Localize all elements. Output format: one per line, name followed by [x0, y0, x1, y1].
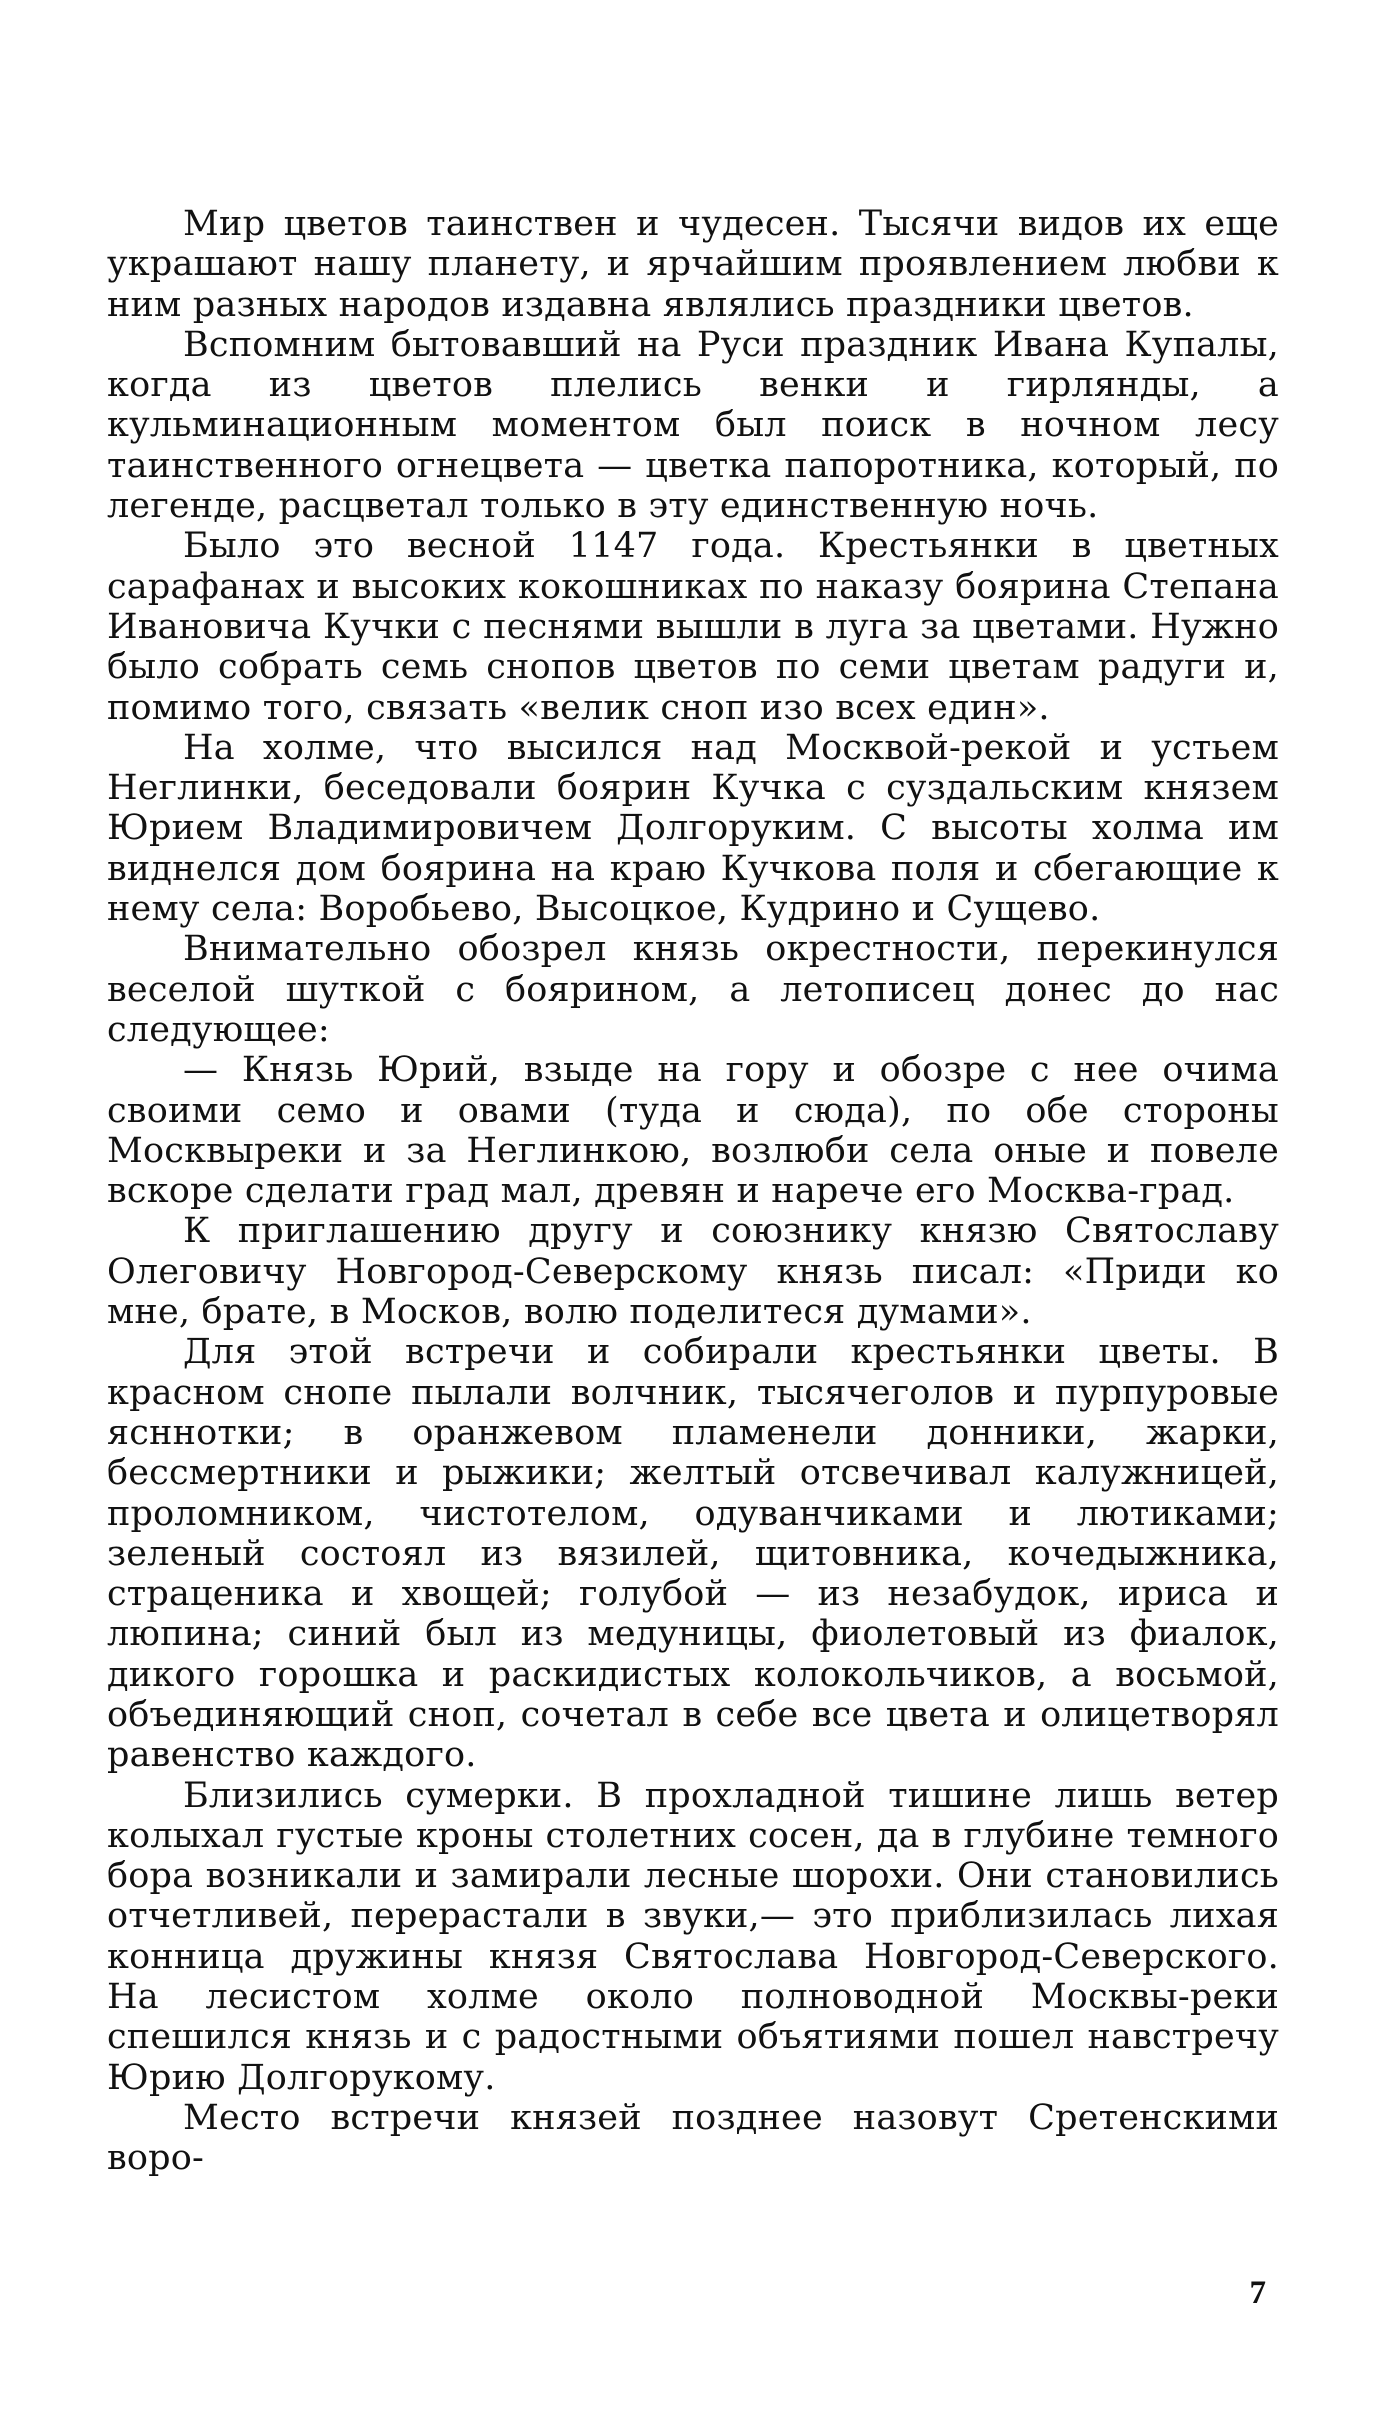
paragraph-7: К приглашению другу и союзнику князю Святославу Олеговичу Новгород-Северскому князь писал: «Приди ко мне, брате, в Москов, волю поделитеся думами». [107, 1211, 1279, 1333]
paragraph-3: Было это весной 1147 года. Крестьянки в цветных сарафанах и высоких кокошниках по наказу боярина Степана Ивановича Кучки с песнями вышли в луга за цветами. Нужно было собрать семь снопов цветов по семи цветам радуги и, помимо того, связать «велик сноп изо всех един». [107, 526, 1279, 728]
paragraph-2: Вспомним бытовавший на Руси праздник Ивана Купалы, когда из цветов плелись венки и гирлянды, а кульминационным моментом был поиск в ночном лесу таинственного огнецвета — цветка папоротника, который, по легенде, расцветал только в эту единственную ночь. [107, 324, 1279, 527]
paragraph-5: Внимательно обозрел князь окрестности, перекинулся веселой шуткой с боярином, а летописец донес до нас следующее: [107, 929, 1279, 1050]
paragraph-10: Место встречи князей позднее назовут Сретенскими воро- [107, 2097, 1279, 2179]
paragraph-1: Мир цветов таинствен и чудесен. Тысячи видов их еще украшают нашу планету, и ярчайшим проявлением любви к ним разных народов издавна являлись праздники цветов. [107, 204, 1279, 325]
page-number: 7 [1249, 2275, 1266, 2311]
paragraph-6-quote: — Князь Юрий, взыде на гору и обозре с нее очима своими семо и овами (туда и сюда), по обе стороны Москвыреки и за Неглинкою, возлюби села оные и повеле вскоре сделати град мал, древян и нарече его Москва-град. [107, 1050, 1279, 1212]
paragraph-8: Для этой встречи и собирали крестьянки цветы. В красном снопе пылали волчник, тысячеголов и пурпуровые ясннотки; в оранжевом пламенели донники, жарки, бессмертники и рыжики; желтый отсвечивал калужницей, проломником, чистотелом, одуванчиками и лютиками; зеленый состоял из вязилей, щитовника, кочедыжника, страценика и хвощей; голубой — из незабудок, ириса и люпина; синий был из медуницы, фиолетовый из фиалок, дикого горошка и раскидистых колокольчиков, а восьмой, объединяющий сноп, сочетал в себе все цвета и олицетворял равенство каждого. [107, 1332, 1279, 1776]
paragraph-9: Близились сумерки. В прохладной тишине лишь ветер колыхал густые кроны столетних сосен, да в глубине темного бора возникали и замирали лесные шорохи. Они становились отчетливей, перерастали в звуки,— это приблизилась лихая конница дружины князя Святослава Новгород-Северского. На лесистом холме около полноводной Москвы-реки спешился князь и с радостными объятиями пошел навстречу Юрию Долгорукому. [107, 1775, 1279, 2098]
page-body [107, 204, 1279, 2179]
paragraph-4: На холме, что высился над Москвой-рекой и устьем Неглинки, беседовали боярин Кучка с суздальским князем Юрием Владимировичем Долгоруким. С высоты холма им виднелся дом боярина на краю Кучкова поля и сбегающие к нему села: Воробьево, Высоцкое, Кудрино и Сущево. [107, 727, 1279, 930]
